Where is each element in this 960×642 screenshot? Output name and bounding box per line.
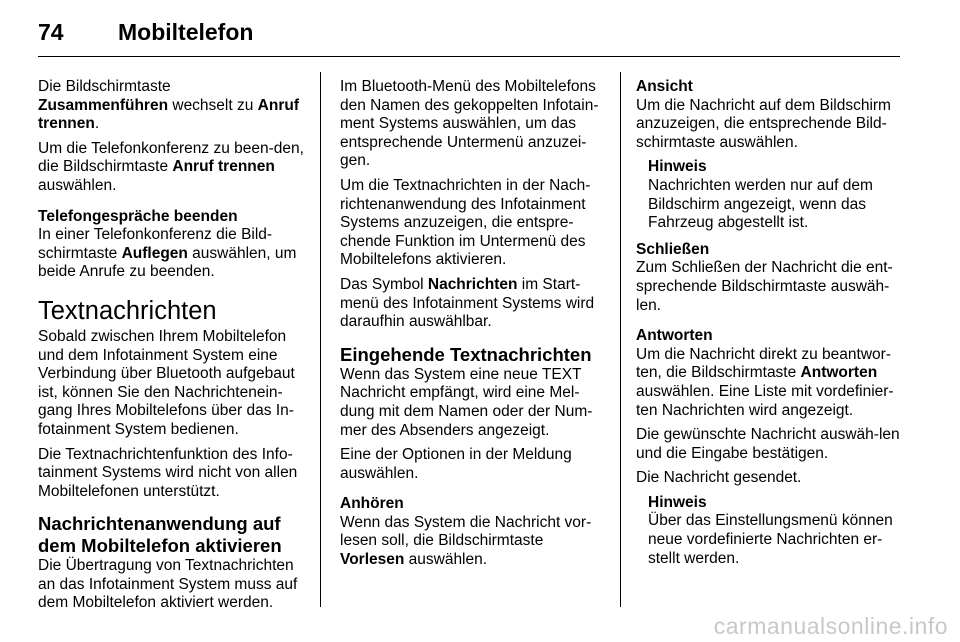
paragraph: Die Übertragung von Textnachrichten an das Infotainment System muss auf dem Mobiltelefon aktiviert werden. xyxy=(38,557,298,612)
subheading: Telefongespräche beenden xyxy=(38,207,238,225)
text: In einer Telefonkonferenz die Bild-schirmtaste xyxy=(38,226,273,262)
note-box xyxy=(648,494,904,568)
paragraph: Im Bluetooth-Menü des Mobiltelefons den Namen des gekoppelten Infotain-ment Systems auswählen, um das entsprechende Untermenü anzuzei-gen. xyxy=(340,78,599,170)
text: auswählen. xyxy=(38,176,117,194)
paragraph: Die gewünschte Nachricht auswäh-len und die Eingabe bestätigen. xyxy=(636,426,900,462)
column-divider xyxy=(320,72,321,607)
paragraph xyxy=(38,226,306,282)
subsection-heading: Eingehende Textnachrichten xyxy=(340,343,592,365)
bold-term: Zusammenführen xyxy=(38,96,169,114)
paragraph xyxy=(340,276,606,332)
page-number: 74 xyxy=(38,18,64,45)
paragraph: Um die Textnachrichten in der Nach-richtenanwendung des Infotainment Systems anzuzeigen, die entspre-chende Funktion im Untermenü des Mobiltelefons aktivieren. xyxy=(340,176,591,269)
text: auswählen. xyxy=(404,551,488,569)
bold-term: Anruf trennen xyxy=(172,158,275,176)
note-box xyxy=(648,158,904,232)
paragraph xyxy=(38,140,306,196)
bold-term: Nachrichten xyxy=(427,275,518,293)
watermark: carmanualsonline.info xyxy=(713,613,948,639)
paragraph: Zum Schließen der Nachricht die ent-sprechende Bildschirmtaste auswäh-len. xyxy=(636,259,893,314)
header-rule xyxy=(38,56,900,57)
text: auswählen. Eine Liste mit vordefinier-ten Nachrichten wird angezeigt. xyxy=(636,382,894,419)
paragraph: Die Nachricht gesendet. xyxy=(636,469,802,487)
subsection-heading: Nachrichtenanwendung auf dem Mobiltelefon aktivieren xyxy=(38,513,282,557)
page-title: Mobiltelefon xyxy=(118,18,254,45)
text: Um die Telefonkonferenz zu been-den, die Bildschirmtaste xyxy=(38,139,304,176)
paragraph xyxy=(636,346,904,420)
text: Wenn das System die Nachricht vor-lesen soll, die Bildschirmtaste xyxy=(340,513,592,550)
paragraph: Wenn das System eine neue TEXT Nachricht empfängt, wird eine Mel-dung mit dem Namen oder der Num-mer des Absenders angezeigt. xyxy=(340,365,593,439)
paragraph: Um die Nachricht auf dem Bildschirm anzuzeigen, die entsprechende Bild-schirmtaste auswählen. xyxy=(636,96,891,151)
note-title: Hinweis xyxy=(648,493,707,511)
bold-term: Anruf trennen xyxy=(38,96,299,133)
column-1 xyxy=(38,78,306,619)
text: Das Symbol xyxy=(340,275,428,293)
note-text: Nachrichten werden nur auf dem Bildschirm angezeigt, wenn das Fahrzeug abgestellt ist. xyxy=(648,176,873,232)
subheading: Antworten xyxy=(636,327,713,345)
text: im Start-menü des Infotainment Systems wird daraufhin auswählbar. xyxy=(340,275,595,331)
column-3 xyxy=(636,78,904,576)
column-2 xyxy=(340,78,606,576)
paragraph: Eine der Optionen in der Meldung auswählen. xyxy=(340,446,572,482)
paragraph: Die Textnachrichtenfunktion des Info-tainment Systems wird nicht von allen Mobiltelefonen unterstützt. xyxy=(38,445,298,500)
paragraph xyxy=(340,514,606,570)
paragraph: Sobald zwischen Ihrem Mobiltelefon und dem Infotainment System eine Verbindung über Bluetooth aufgebaut ist, können Sie den Nachrichtenein-gang Ihres Mobiltelefons über das In-fotainment System bedienen. xyxy=(38,327,295,438)
subheading: Schließen xyxy=(636,240,710,258)
subheading: Anhören xyxy=(340,495,404,513)
bold-term: Vorlesen xyxy=(340,551,405,569)
bold-term: Auflegen xyxy=(121,244,188,262)
paragraph xyxy=(38,78,306,134)
text: auswählen, um beide Anrufe zu beenden. xyxy=(38,244,297,281)
subheading: Ansicht xyxy=(636,78,693,95)
bold-term: Antworten xyxy=(800,364,878,382)
text: . xyxy=(94,115,100,133)
text: Die Bildschirmtaste xyxy=(38,78,171,95)
text: wechselt zu xyxy=(168,96,258,114)
text: Um die Nachricht direkt zu beantwor-ten, die Bildschirmtaste xyxy=(636,345,891,382)
section-heading: Textnachrichten xyxy=(38,296,217,325)
column-divider xyxy=(620,72,621,607)
note-text: Über das Einstellungsmenü können neue vordefinierte Nachrichten er-stellt werden. xyxy=(648,512,893,567)
note-title: Hinweis xyxy=(648,158,707,176)
page-header xyxy=(38,16,253,48)
